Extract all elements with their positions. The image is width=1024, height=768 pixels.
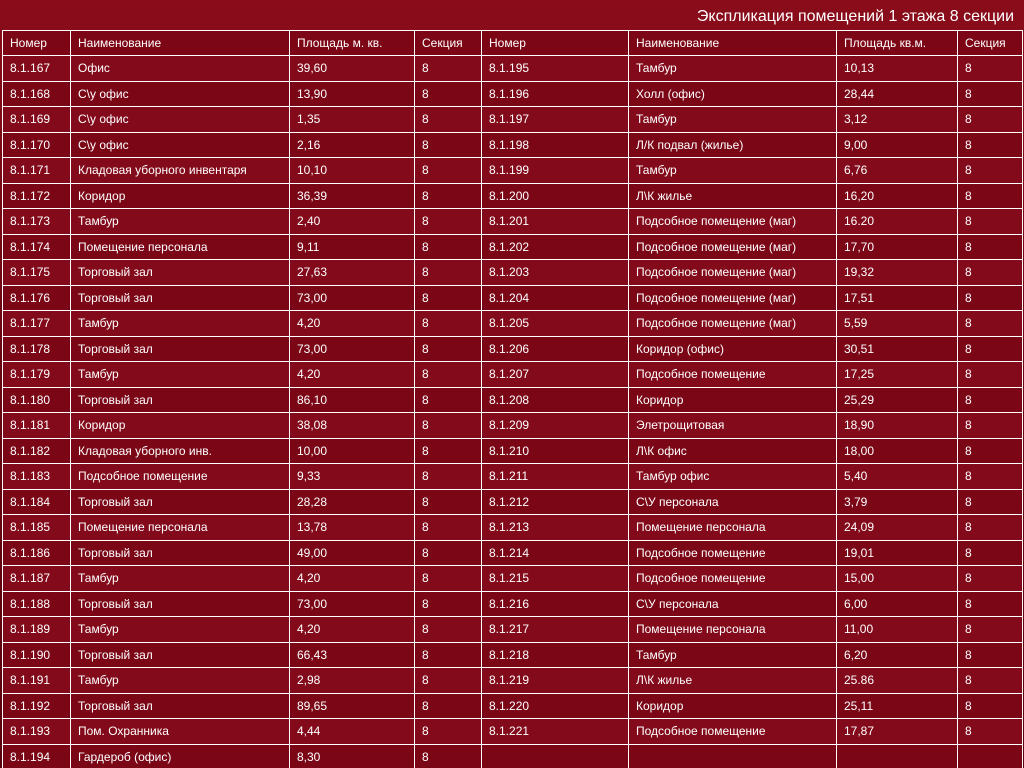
header-col-area: Площадь м. кв.: [290, 31, 415, 56]
table-row: [3, 209, 1023, 235]
cell-room-name: Торговый зал: [71, 540, 290, 566]
cell-room-area: 9,00: [837, 132, 958, 158]
cell-room-number: 8.1.207: [482, 362, 629, 388]
cell-room-number: 8.1.218: [482, 642, 629, 668]
cell-room-number: 8.1.198: [482, 132, 629, 158]
cell-room-area: 6,76: [837, 158, 958, 184]
cell-room-number: 8.1.178: [3, 336, 71, 362]
cell-room-number: 8.1.169: [3, 107, 71, 133]
cell-room-section: 8: [415, 438, 482, 464]
cell-room-area: 8,30: [290, 744, 415, 768]
cell-room-area: 28,28: [290, 489, 415, 515]
cell-room-section: 8: [415, 362, 482, 388]
cell-room-section: 8: [415, 387, 482, 413]
cell-room-number: 8.1.174: [3, 234, 71, 260]
header-col-number: Номер: [3, 31, 71, 56]
table-row: [3, 336, 1023, 362]
cell-room-section: 8: [958, 515, 1023, 541]
cell-room-area: 2,98: [290, 668, 415, 694]
cell-room-number: 8.1.175: [3, 260, 71, 286]
cell-room-name: Помещение персонала: [629, 515, 837, 541]
cell-room-section: 8: [958, 464, 1023, 490]
cell-room-name: Подсобное помещение (маг): [629, 209, 837, 235]
cell-room-area: 17,51: [837, 285, 958, 311]
cell-room-area: 36,39: [290, 183, 415, 209]
cell-room-area: 27,63: [290, 260, 415, 286]
cell-room-area: 5,59: [837, 311, 958, 337]
cell-room-area: 18,00: [837, 438, 958, 464]
cell-room-area: 86,10: [290, 387, 415, 413]
cell-room-section: 8: [958, 311, 1023, 337]
cell-room-section: 8: [958, 107, 1023, 133]
cell-room-section: 8: [415, 642, 482, 668]
cell-room-number: 8.1.213: [482, 515, 629, 541]
cell-room-name: Подсобное помещение (маг): [629, 285, 837, 311]
cell-room-section: 8: [958, 132, 1023, 158]
cell-room-section: 8: [958, 234, 1023, 260]
table-row: [3, 464, 1023, 490]
cell-room-name: Коридор: [629, 693, 837, 719]
cell-room-name: Помещение персонала: [71, 515, 290, 541]
cell-room-section: 8: [958, 489, 1023, 515]
cell-room-section: 8: [415, 285, 482, 311]
cell-room-area: 89,65: [290, 693, 415, 719]
cell-room-name: С\у офис: [71, 81, 290, 107]
cell-room-area: 66,43: [290, 642, 415, 668]
cell-room-name: Элетрощитовая: [629, 413, 837, 439]
cell-room-area: 10,13: [837, 56, 958, 82]
cell-room-number: 8.1.221: [482, 719, 629, 745]
cell-room-name: Холл (офис): [629, 81, 837, 107]
table-row: [3, 107, 1023, 133]
cell-room-number: 8.1.219: [482, 668, 629, 694]
cell-room-name: Подсобное помещение (маг): [629, 234, 837, 260]
cell-room-name: С\у офис: [71, 132, 290, 158]
page-title: Экспликация помещений 1 этажа 8 секции: [696, 8, 1014, 25]
cell-room-number: 8.1.187: [3, 566, 71, 592]
table-row: [3, 591, 1023, 617]
cell-room-section: 8: [958, 668, 1023, 694]
table-row: [3, 668, 1023, 694]
cell-room-name: Подсобное помещение: [629, 540, 837, 566]
cell-room-name: [629, 744, 837, 768]
table-row: [3, 260, 1023, 286]
cell-room-area: 38,08: [290, 413, 415, 439]
cell-room-name: Тамбур: [71, 311, 290, 337]
header-col-name-2: Наименование: [629, 31, 837, 56]
cell-room-area: 16,20: [837, 183, 958, 209]
cell-room-name: Тамбур: [71, 209, 290, 235]
cell-room-name: Подсобное помещение: [629, 566, 837, 592]
header-col-section: Секция: [415, 31, 482, 56]
cell-room-number: 8.1.179: [3, 362, 71, 388]
cell-room-number: 8.1.181: [3, 413, 71, 439]
cell-room-number: 8.1.173: [3, 209, 71, 235]
cell-room-section: 8: [415, 209, 482, 235]
cell-room-section: 8: [958, 183, 1023, 209]
cell-room-number: 8.1.212: [482, 489, 629, 515]
cell-room-section: 8: [415, 107, 482, 133]
cell-room-area: 19,32: [837, 260, 958, 286]
cell-room-name: Тамбур: [629, 107, 837, 133]
cell-room-section: 8: [958, 438, 1023, 464]
cell-room-section: 8: [958, 336, 1023, 362]
cell-room-area: 18,90: [837, 413, 958, 439]
cell-room-name: Торговый зал: [71, 642, 290, 668]
cell-room-section: 8: [415, 540, 482, 566]
table-row: [3, 132, 1023, 158]
cell-room-section: 8: [958, 566, 1023, 592]
cell-room-number: 8.1.177: [3, 311, 71, 337]
cell-room-section: 8: [958, 540, 1023, 566]
cell-room-area: 4,44: [290, 719, 415, 745]
cell-room-section: 8: [415, 464, 482, 490]
cell-room-name: С\у офис: [71, 107, 290, 133]
table-row: [3, 540, 1023, 566]
cell-room-name: Кладовая уборного инвентаря: [71, 158, 290, 184]
cell-room-name: Торговый зал: [71, 260, 290, 286]
cell-room-section: 8: [958, 387, 1023, 413]
cell-room-area: 2,40: [290, 209, 415, 235]
header-col-section-2: Секция: [958, 31, 1023, 56]
cell-room-name: Офис: [71, 56, 290, 82]
cell-room-number: 8.1.172: [3, 183, 71, 209]
cell-room-number: [482, 744, 629, 768]
cell-room-section: 8: [415, 744, 482, 768]
cell-room-section: 8: [415, 158, 482, 184]
cell-room-area: 28,44: [837, 81, 958, 107]
table-header-row: [3, 31, 1023, 56]
cell-room-area: 10,10: [290, 158, 415, 184]
cell-room-area: 11,00: [837, 617, 958, 643]
header-col-area-2: Площадь кв.м.: [837, 31, 958, 56]
cell-room-section: 8: [415, 591, 482, 617]
cell-room-name: Пом. Охранника: [71, 719, 290, 745]
cell-room-number: 8.1.214: [482, 540, 629, 566]
cell-room-section: 8: [415, 566, 482, 592]
header-col-number-2: Номер: [482, 31, 629, 56]
cell-room-section: 8: [415, 132, 482, 158]
cell-room-name: Коридор: [71, 413, 290, 439]
cell-room-section: 8: [415, 81, 482, 107]
cell-room-name: Подсобное помещение: [71, 464, 290, 490]
cell-room-name: С\У персонала: [629, 591, 837, 617]
cell-room-section: 8: [415, 260, 482, 286]
cell-room-section: [958, 744, 1023, 768]
cell-room-number: 8.1.192: [3, 693, 71, 719]
cell-room-area: 2,16: [290, 132, 415, 158]
cell-room-number: 8.1.211: [482, 464, 629, 490]
table-row: [3, 744, 1023, 768]
cell-room-name: Гардероб (офис): [71, 744, 290, 768]
cell-room-name: Торговый зал: [71, 591, 290, 617]
cell-room-name: Коридор: [629, 387, 837, 413]
cell-room-section: 8: [958, 617, 1023, 643]
cell-room-number: 8.1.217: [482, 617, 629, 643]
cell-room-section: 8: [415, 719, 482, 745]
cell-room-area: 4,20: [290, 362, 415, 388]
cell-room-name: Подсобное помещение (маг): [629, 311, 837, 337]
cell-room-number: 8.1.215: [482, 566, 629, 592]
cell-room-section: 8: [415, 668, 482, 694]
cell-room-area: 49,00: [290, 540, 415, 566]
cell-room-number: 8.1.189: [3, 617, 71, 643]
table-row: [3, 362, 1023, 388]
cell-room-name: Помещение персонала: [71, 234, 290, 260]
table-row: [3, 515, 1023, 541]
cell-room-area: 13,78: [290, 515, 415, 541]
cell-room-area: 39,60: [290, 56, 415, 82]
cell-room-number: 8.1.194: [3, 744, 71, 768]
cell-room-name: Торговый зал: [71, 387, 290, 413]
cell-room-name: Тамбур: [71, 362, 290, 388]
cell-room-number: 8.1.185: [3, 515, 71, 541]
cell-room-number: 8.1.206: [482, 336, 629, 362]
cell-room-number: 8.1.186: [3, 540, 71, 566]
cell-room-number: 8.1.171: [3, 158, 71, 184]
cell-room-name: Тамбур: [71, 617, 290, 643]
table-row: [3, 413, 1023, 439]
table-body: [3, 56, 1023, 768]
cell-room-number: 8.1.195: [482, 56, 629, 82]
cell-room-section: 8: [958, 158, 1023, 184]
cell-room-number: 8.1.220: [482, 693, 629, 719]
cell-room-name: Л\К офис: [629, 438, 837, 464]
cell-room-section: 8: [415, 489, 482, 515]
cell-room-area: 17,25: [837, 362, 958, 388]
cell-room-name: С\У персонала: [629, 489, 837, 515]
cell-room-section: 8: [958, 591, 1023, 617]
cell-room-section: 8: [958, 81, 1023, 107]
cell-room-name: Тамбур: [71, 566, 290, 592]
cell-room-area: 6,20: [837, 642, 958, 668]
cell-room-area: 10,00: [290, 438, 415, 464]
table-row: [3, 693, 1023, 719]
cell-room-name: Л\К жилье: [629, 183, 837, 209]
cell-room-area: 3,79: [837, 489, 958, 515]
cell-room-section: 8: [415, 336, 482, 362]
cell-room-area: 73,00: [290, 591, 415, 617]
cell-room-area: 9,11: [290, 234, 415, 260]
cell-room-name: Кладовая уборного инв.: [71, 438, 290, 464]
cell-room-number: 8.1.196: [482, 81, 629, 107]
cell-room-section: 8: [958, 719, 1023, 745]
cell-room-section: 8: [958, 285, 1023, 311]
cell-room-section: 8: [958, 260, 1023, 286]
table-row: [3, 387, 1023, 413]
cell-room-section: 8: [958, 56, 1023, 82]
cell-room-area: 15,00: [837, 566, 958, 592]
cell-room-number: 8.1.188: [3, 591, 71, 617]
cell-room-area: 4,20: [290, 566, 415, 592]
cell-room-area: 30,51: [837, 336, 958, 362]
cell-room-name: Коридор (офис): [629, 336, 837, 362]
cell-room-section: 8: [958, 362, 1023, 388]
cell-room-name: Тамбур офис: [629, 464, 837, 490]
cell-room-number: 8.1.184: [3, 489, 71, 515]
cell-room-section: 8: [415, 183, 482, 209]
cell-room-number: 8.1.204: [482, 285, 629, 311]
cell-room-area: 25.86: [837, 668, 958, 694]
cell-room-name: Тамбур: [71, 668, 290, 694]
cell-room-name: Коридор: [71, 183, 290, 209]
cell-room-section: 8: [415, 413, 482, 439]
cell-room-number: 8.1.208: [482, 387, 629, 413]
rooms-table: [2, 30, 1023, 768]
table-row: [3, 234, 1023, 260]
table-row: [3, 183, 1023, 209]
cell-room-number: 8.1.180: [3, 387, 71, 413]
cell-room-name: Торговый зал: [71, 489, 290, 515]
cell-room-area: 13,90: [290, 81, 415, 107]
cell-room-section: 8: [415, 311, 482, 337]
cell-room-number: 8.1.170: [3, 132, 71, 158]
cell-room-name: Торговый зал: [71, 336, 290, 362]
cell-room-name: Тамбур: [629, 56, 837, 82]
cell-room-area: 73,00: [290, 336, 415, 362]
cell-room-area: 24,09: [837, 515, 958, 541]
table-row: [3, 642, 1023, 668]
cell-room-number: 8.1.191: [3, 668, 71, 694]
cell-room-section: 8: [958, 209, 1023, 235]
cell-room-area: [837, 744, 958, 768]
cell-room-area: 1,35: [290, 107, 415, 133]
cell-room-number: 8.1.190: [3, 642, 71, 668]
cell-room-area: 25,29: [837, 387, 958, 413]
cell-room-number: 8.1.193: [3, 719, 71, 745]
table-row: [3, 489, 1023, 515]
header-col-name: Наименование: [71, 31, 290, 56]
cell-room-number: 8.1.176: [3, 285, 71, 311]
cell-room-name: Подсобное помещение (маг): [629, 260, 837, 286]
cell-room-area: 73,00: [290, 285, 415, 311]
cell-room-number: 8.1.209: [482, 413, 629, 439]
cell-room-area: 19,01: [837, 540, 958, 566]
cell-room-area: 4,20: [290, 617, 415, 643]
cell-room-area: 16.20: [837, 209, 958, 235]
cell-room-area: 17,70: [837, 234, 958, 260]
cell-room-number: 8.1.183: [3, 464, 71, 490]
cell-room-name: Помещение персонала: [629, 617, 837, 643]
cell-room-name: Л/К подвал (жилье): [629, 132, 837, 158]
cell-room-section: 8: [415, 617, 482, 643]
table-row: [3, 617, 1023, 643]
cell-room-number: 8.1.203: [482, 260, 629, 286]
table-row: [3, 285, 1023, 311]
cell-room-section: 8: [415, 56, 482, 82]
cell-room-section: 8: [958, 413, 1023, 439]
cell-room-number: 8.1.202: [482, 234, 629, 260]
cell-room-number: 8.1.197: [482, 107, 629, 133]
cell-room-number: 8.1.200: [482, 183, 629, 209]
cell-room-name: Тамбур: [629, 158, 837, 184]
cell-room-area: 3,12: [837, 107, 958, 133]
cell-room-number: 8.1.199: [482, 158, 629, 184]
cell-room-name: Тамбур: [629, 642, 837, 668]
table-row: [3, 719, 1023, 745]
cell-room-number: 8.1.210: [482, 438, 629, 464]
cell-room-section: 8: [415, 515, 482, 541]
cell-room-area: 5,40: [837, 464, 958, 490]
cell-room-area: 25,11: [837, 693, 958, 719]
cell-room-number: 8.1.205: [482, 311, 629, 337]
table-row: [3, 438, 1023, 464]
table-row: [3, 158, 1023, 184]
cell-room-name: Торговый зал: [71, 693, 290, 719]
table-row: [3, 81, 1023, 107]
cell-room-area: 9,33: [290, 464, 415, 490]
table-row: [3, 311, 1023, 337]
cell-room-name: Л\К жилье: [629, 668, 837, 694]
cell-room-name: Торговый зал: [71, 285, 290, 311]
cell-room-section: 8: [415, 693, 482, 719]
cell-room-number: 8.1.167: [3, 56, 71, 82]
table-row: [3, 56, 1023, 82]
cell-room-name: Подсобное помещение: [629, 362, 837, 388]
cell-room-name: Подсобное помещение: [629, 719, 837, 745]
cell-room-area: 17,87: [837, 719, 958, 745]
cell-room-area: 6,00: [837, 591, 958, 617]
cell-room-number: 8.1.182: [3, 438, 71, 464]
cell-room-number: 8.1.216: [482, 591, 629, 617]
cell-room-section: 8: [958, 693, 1023, 719]
cell-room-number: 8.1.201: [482, 209, 629, 235]
table-row: [3, 566, 1023, 592]
cell-room-section: 8: [958, 642, 1023, 668]
cell-room-section: 8: [415, 234, 482, 260]
cell-room-number: 8.1.168: [3, 81, 71, 107]
cell-room-area: 4,20: [290, 311, 415, 337]
